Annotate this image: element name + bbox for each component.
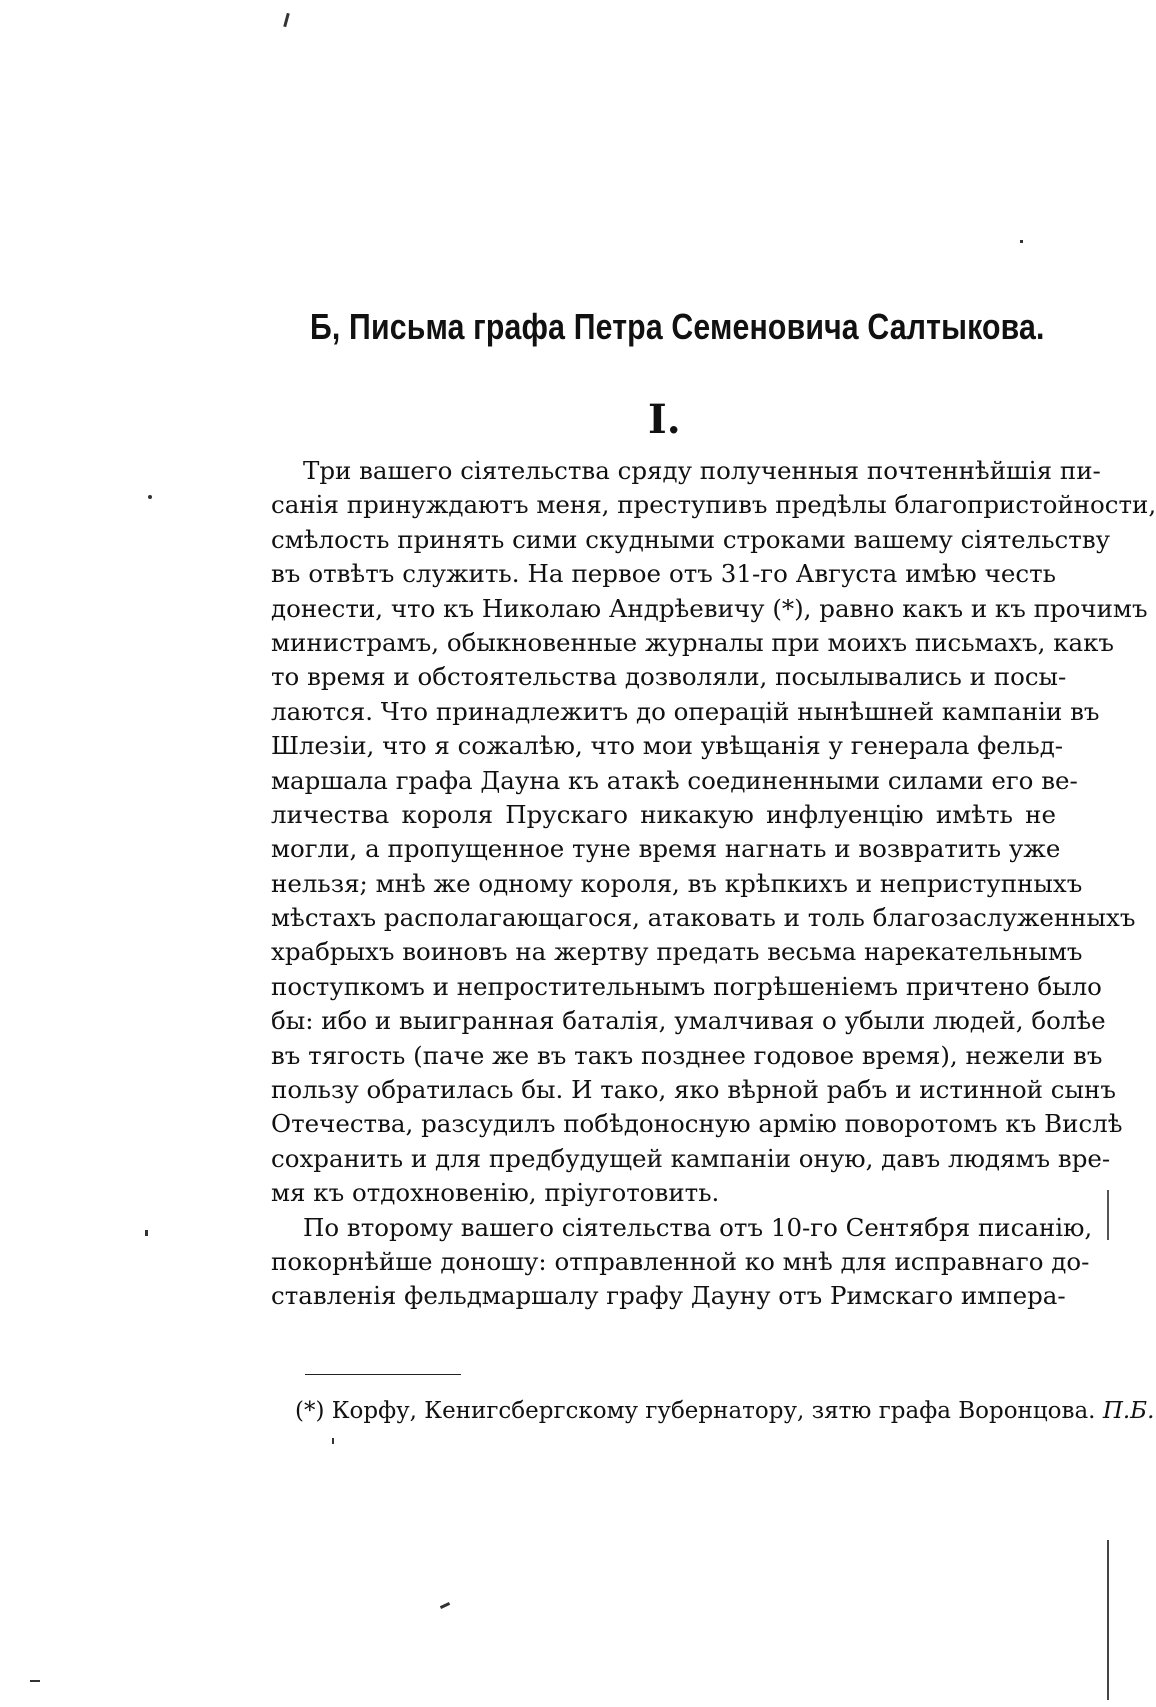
text-line: бы: ибо и выигранная баталія, умалчивая о убыли людей, болѣе bbox=[271, 1006, 1106, 1036]
footnote bbox=[295, 1398, 1155, 1424]
page-title: Б, Письма графа Петра Семеновича Салтыкова. bbox=[310, 306, 1045, 347]
text-line: лаются. Что принадлежитъ до операцій нынѣшней кампаніи въ bbox=[271, 696, 1100, 726]
text-line: мѣстахъ располагающагося, атаковать и толь благозаслуженныхъ bbox=[271, 903, 1136, 933]
text-line: личества короля Прускаго никакую инфлуенцію имѣть не bbox=[271, 799, 1056, 829]
text-line: санія принуждаютъ меня, преступивъ предѣлы благопристойности, bbox=[271, 490, 1156, 520]
text-line: пользу обратилась бы. И тако, яко вѣрной рабъ и истинной сынъ bbox=[271, 1075, 1116, 1105]
text-line: маршала графа Дауна къ атакѣ соединенными силами его ве- bbox=[271, 765, 1078, 795]
paragraph-1 bbox=[271, 454, 1156, 1211]
text-line: ставленія фельдмаршалу графу Дауну отъ Римскаго импера- bbox=[271, 1281, 1066, 1311]
text-line: покорнѣйше доношу: отправленной ко мнѣ для исправнаго до- bbox=[271, 1246, 1090, 1276]
letter-body bbox=[271, 454, 1156, 1314]
scan-speck bbox=[145, 1230, 148, 1236]
text-line: мя къ отдохновенію, пріуготовить. bbox=[271, 1178, 720, 1208]
text-line: поступкомъ и непростительнымъ погрѣшеніемъ причтено было bbox=[271, 971, 1102, 1001]
scan-speck bbox=[283, 13, 290, 27]
footnote-signature: П.Б. bbox=[1102, 1398, 1155, 1424]
text-line: Отечества, разсудилъ побѣдоносную армію поворотомъ къ Вислѣ bbox=[271, 1109, 1123, 1139]
text-line: нельзя; мнѣ же одному короля, въ крѣпкихъ и неприступныхъ bbox=[271, 868, 1083, 898]
scan-speck bbox=[440, 1602, 450, 1609]
scan-speck bbox=[332, 1438, 334, 1444]
text-line: смѣлость принять сими скудными строками вашему сіятельству bbox=[271, 524, 1111, 554]
text-line: Три вашего сіятельства сряду полученныя почтеннѣйшія пи- bbox=[303, 456, 1101, 485]
text-line: сохранить и для предбудущей кампаніи оную, давъ людямъ вре- bbox=[271, 1143, 1111, 1173]
scan-margin-line bbox=[1107, 1540, 1109, 1700]
text-line: Шлезіи, что я сожалѣю, что мои увѣщанія у генерала фельд- bbox=[271, 731, 1064, 761]
footnote-text: (*) Корфу, Кенигсбергскому губернатору, зятю графа Воронцова. bbox=[295, 1398, 1096, 1424]
paragraph-2 bbox=[271, 1211, 1093, 1314]
text-line: въ тягость (паче же въ такъ позднее годовое время), нежели въ bbox=[271, 1040, 1103, 1070]
text-line: министрамъ, обыкновенные журналы при моихъ письмахъ, какъ bbox=[271, 627, 1115, 657]
text-line: храбрыхъ воиновъ на жертву предать весьма нарекательнымъ bbox=[271, 937, 1083, 967]
scan-speck bbox=[1020, 240, 1023, 243]
section-numeral: I. bbox=[648, 396, 681, 443]
footnote-divider bbox=[305, 1374, 461, 1375]
scan-margin-line bbox=[1107, 1190, 1109, 1240]
text-line: По второму вашего сіятельства отъ 10-го Сентября писанію, bbox=[303, 1212, 1093, 1242]
scan-speck bbox=[30, 1680, 40, 1682]
text-line: то время и обстоятельства дозволяли, посылывались и посы- bbox=[271, 662, 1067, 692]
text-line: донести, что къ Николаю Андрѣевичу (*), равно какъ и къ прочимъ bbox=[271, 593, 1148, 623]
text-line: въ отвѣтъ служить. На первое отъ 31-го Августа имѣю честь bbox=[271, 559, 1056, 589]
scan-speck bbox=[148, 495, 152, 499]
text-line: могли, а пропущенное туне время нагнать и возвратить уже bbox=[271, 834, 1061, 864]
